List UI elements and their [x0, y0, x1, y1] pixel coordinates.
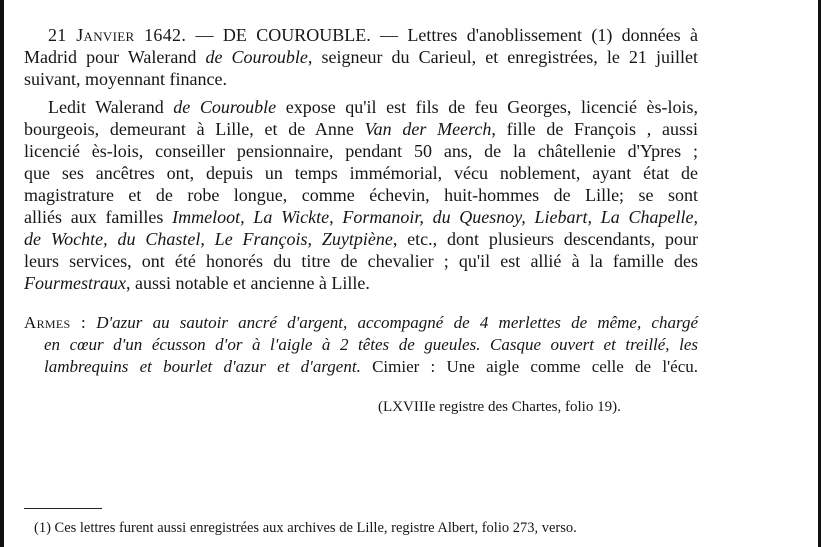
text-run: expose qu'il est fils de feu Georges, licencié ès-lois, [276, 97, 699, 117]
entry-text: Lettres d'anoblissement (1) données à [407, 25, 699, 45]
body-line-6 [24, 206, 698, 228]
italic-name: de Courouble [205, 47, 308, 67]
source-reference: (LXVIIIe registre des Chartes, folio 19). [378, 399, 621, 415]
body-line-8: leurs services, ont été honorés du titre de chevalier ; qu'il est allié à la famille des [24, 251, 698, 271]
text-run: Ledit Walerand [48, 97, 174, 117]
dash: — [186, 25, 223, 45]
entry-heading-line [48, 24, 698, 46]
italic-name: Fourmestraux [24, 273, 126, 293]
arms-blazon: D'azur au sautoir ancré d'argent, accompagné de 4 merlettes de même, chargé [96, 313, 699, 332]
arms-blazon: en cœur d'un écusson d'or à l'aigle à 2 têtes de gueules. Casque ouvert et treillé, les [44, 335, 698, 354]
text-run: , fille de François , aussi [491, 119, 698, 139]
body-line-5: magistrature et de robe longue, comme échevin, huit-hommes de Lille; se sont [24, 185, 698, 205]
entry-line-3: suivant, moyennant finance. [24, 69, 227, 89]
entry-line-2 [24, 46, 698, 68]
body-line-4: que ses ancêtres ont, depuis un temps immémorial, vécu noblement, ayant état de [24, 163, 698, 183]
text-run: , seigneur du Carieul, et enregistrées, le 21 juillet [307, 47, 699, 67]
italic-names: Immeloot, La Wickte, Formanoir, du Quesnoy, Liebart, La Chapelle, [172, 207, 698, 227]
body-line-3: licencié ès-lois, conseiller pensionnaire, pendant 50 ans, de la châtellenie d'Ypres ; [24, 141, 698, 161]
italic-name: Van der Meerch [364, 119, 492, 139]
footnote-rule [24, 508, 102, 509]
text-run: Madrid pour Walerand [24, 47, 206, 67]
text-run: bourgeois, demeurant à Lille, et de Anne [24, 119, 365, 139]
body-line-1 [48, 96, 698, 118]
body-line-9 [24, 272, 370, 294]
footnote: (1) Ces lettres furent aussi enregistrées aux archives de Lille, registre Albert, folio 273, verso. [34, 520, 577, 536]
entry-date: 21 Janvier 1642. [48, 25, 187, 45]
italic-name: de Courouble [173, 97, 277, 117]
crest-text: Cimier : Une aigle comme celle de l'écu. [360, 357, 698, 376]
arms-line-2 [44, 334, 698, 356]
arms-line-3 [44, 356, 698, 378]
arms-label: Armes : [24, 313, 86, 332]
body-line-7 [24, 228, 698, 250]
italic-names: de Wochte, du Chastel, Le François, Zuytpiène [24, 229, 393, 249]
text-run: alliés aux familles [24, 207, 173, 227]
text-run: , aussi notable et ancienne à Lille. [126, 273, 370, 293]
dash: — [370, 25, 408, 45]
body-line-2 [24, 118, 698, 140]
arms-line-1 [24, 312, 698, 334]
arms-blazon: lambrequins et bourlet d'azur et d'argent. [44, 357, 361, 376]
text-run: , etc., dont plusieurs descendants, pour [392, 229, 698, 249]
entry-name: DE COUROUBLE. [222, 25, 371, 45]
